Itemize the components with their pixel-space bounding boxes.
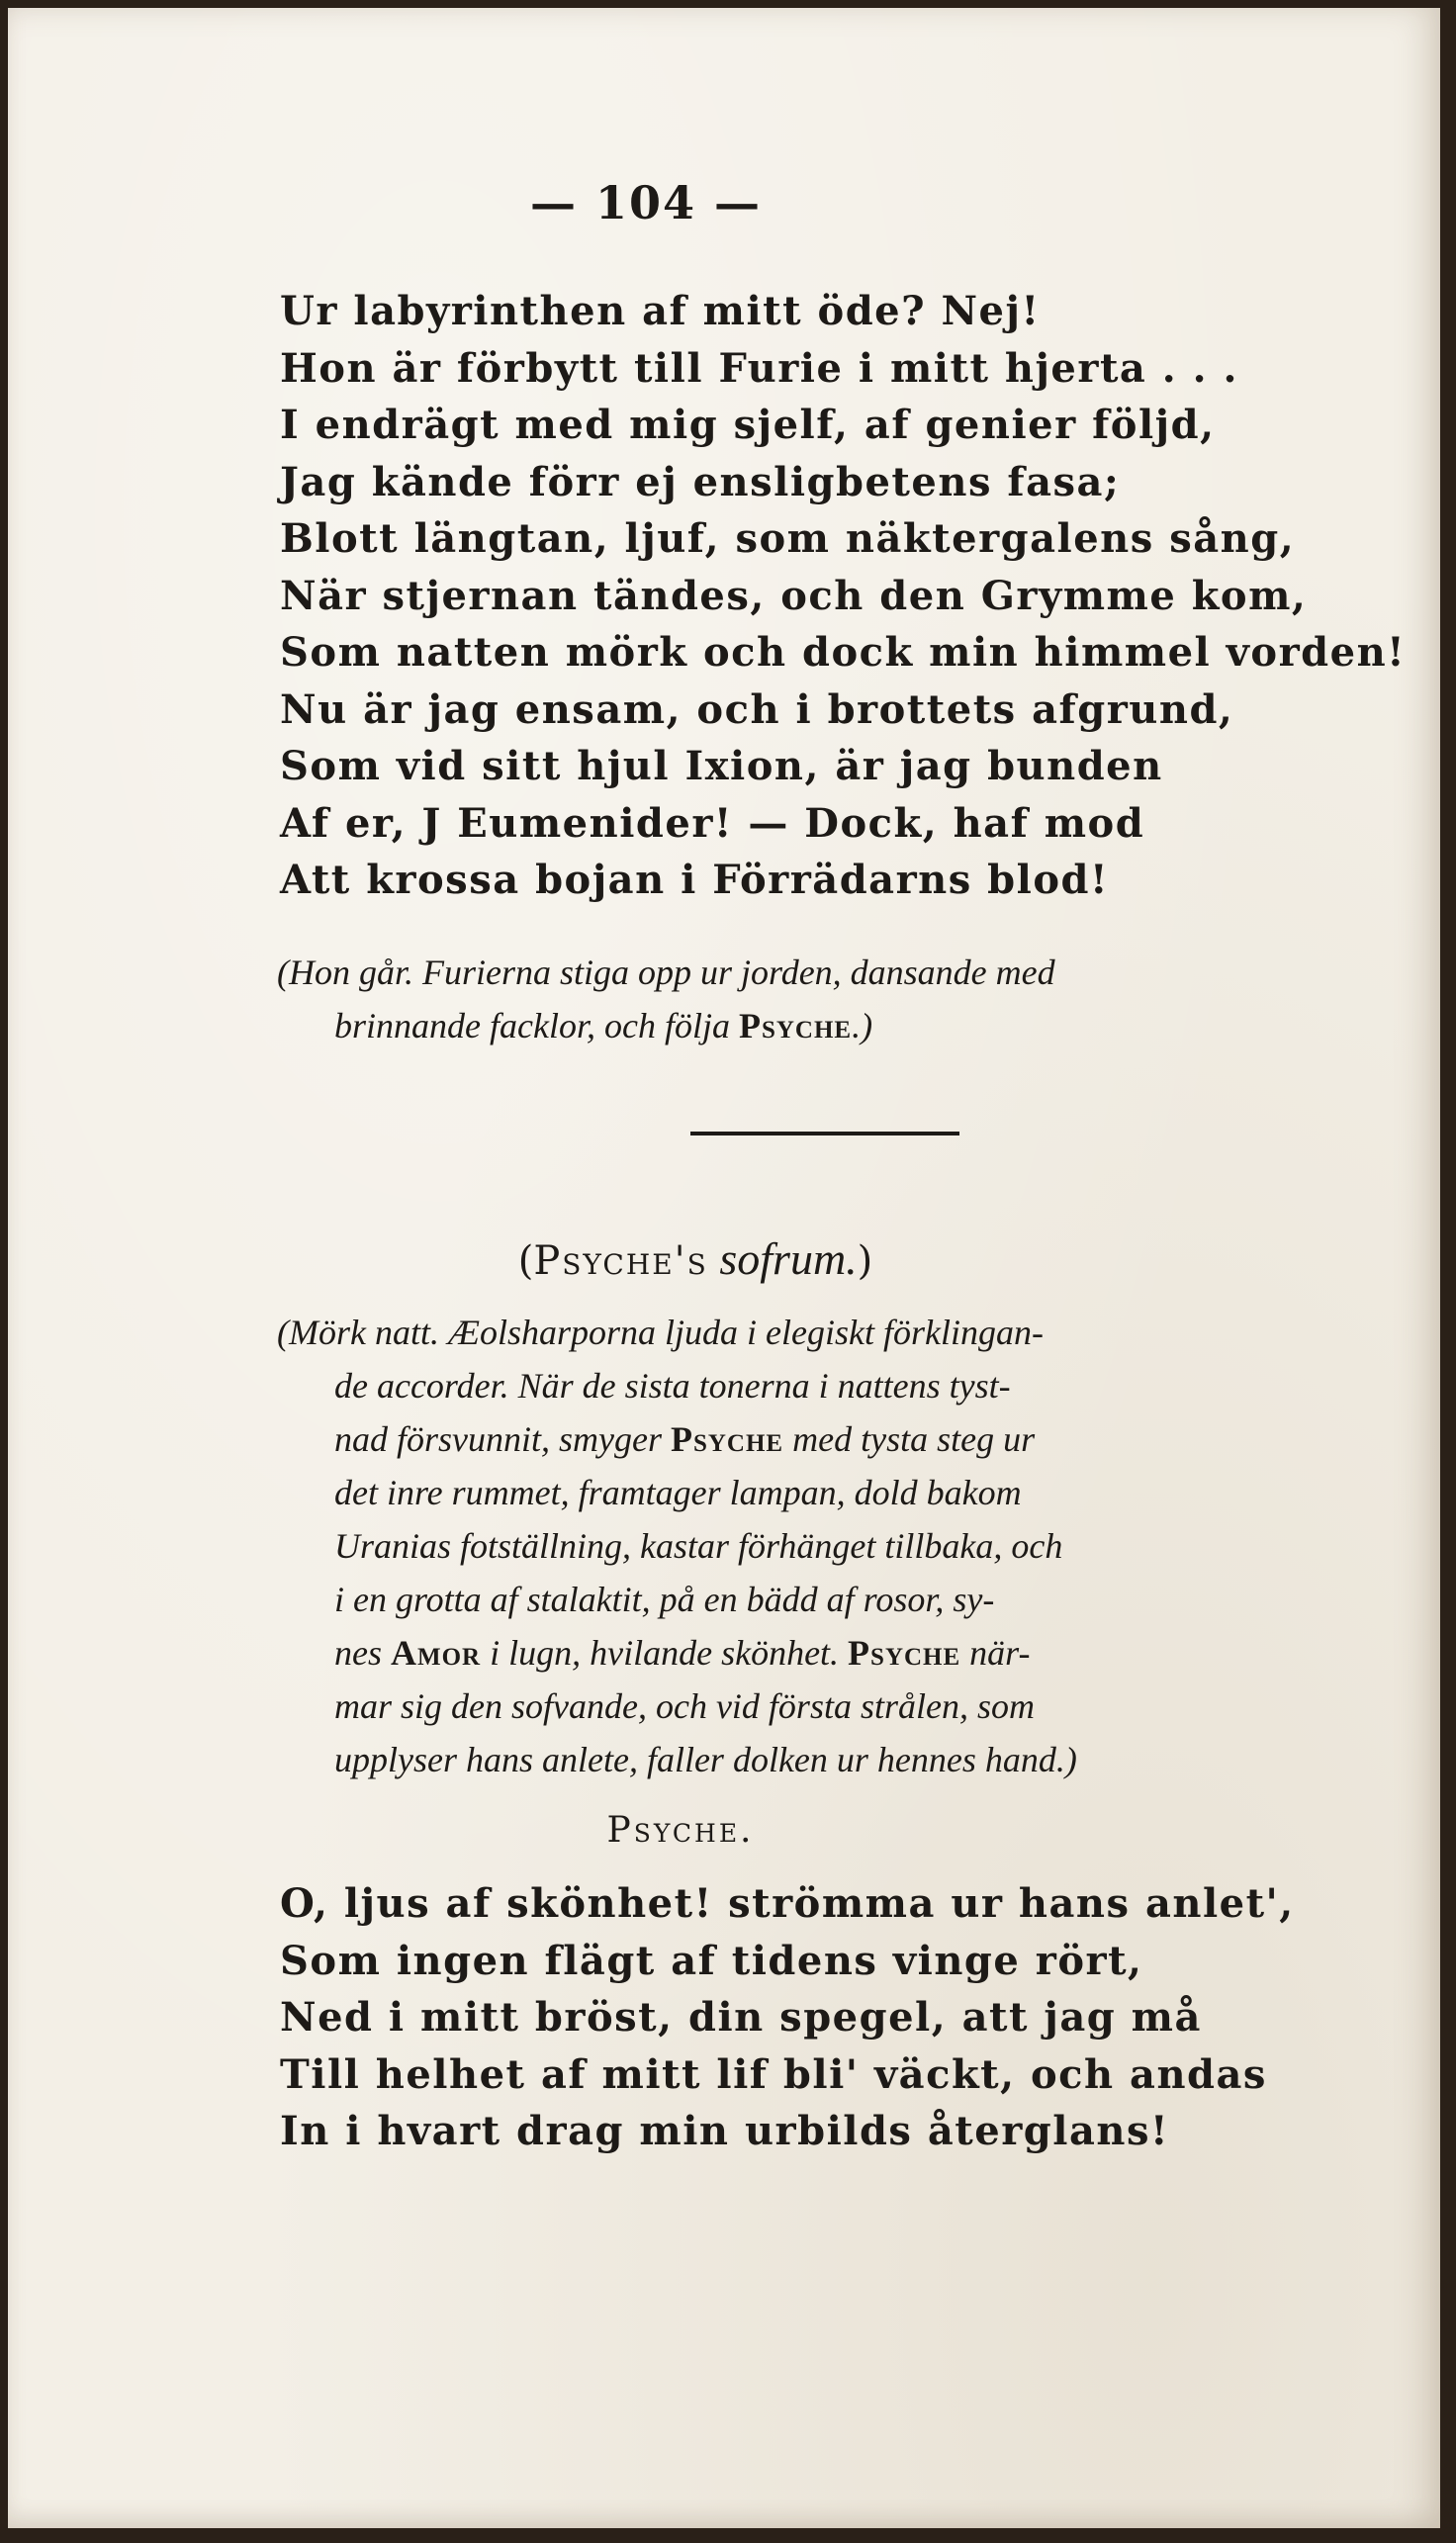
book-page <box>8 8 1440 2528</box>
verse-line: Jag kände förr ej ensligbetens fasa; <box>280 458 1121 505</box>
verse-line: Af er, J Eumenider! — Dock, haf mod <box>280 799 1145 847</box>
verse-line: Som ingen flägt af tidens vinge rört, <box>280 1937 1143 1984</box>
verse-line: In i hvart drag min urbilds återglans! <box>280 2108 1170 2154</box>
verse-line: Ned i mitt bröst, din spegel, att jag må <box>280 1994 1202 2041</box>
direction-text: med tysta steg ur <box>783 1419 1036 1459</box>
direction-line: det inre rummet, framtager lampan, dold bakom <box>334 1473 1022 1512</box>
scene-heading <box>8 1231 1383 1289</box>
direction-line: upplyser hans anlete, faller dolken ur hennes hand.) <box>334 1740 1077 1779</box>
scene-open: ( <box>517 1238 534 1284</box>
character-name: Psyche's <box>533 1238 708 1284</box>
direction-text: nes <box>334 1633 391 1673</box>
verse-line: Som natten mörk och dock min himmel vorden! <box>280 629 1407 676</box>
page-number: — 104 — <box>529 176 763 229</box>
verse-stanza-1 <box>280 283 1406 909</box>
character-name: Psyche <box>738 1006 853 1045</box>
direction-line <box>277 1626 1385 1680</box>
verse-line: Nu är jag ensam, och i brottets afgrund, <box>280 685 1234 733</box>
direction-text: nad försvunnit, smyger <box>334 1419 671 1459</box>
direction-text: brinnande facklor, och följa <box>334 1006 739 1045</box>
direction-line: Uranias fotställning, kastar förhänget tillbaka, och <box>334 1526 1063 1566</box>
direction-text: i lugn, hvilande skönhet. <box>481 1633 849 1673</box>
direction-line <box>277 999 1385 1052</box>
verse-line: Att krossa bojan i Förrädarns blod! <box>280 857 1110 903</box>
verse-line: Blott längtan, ljuf, som näktergalens sång, <box>280 515 1296 562</box>
character-name: Amor <box>391 1633 482 1673</box>
verse-line: I endrägt med mig sjelf, af genier följd, <box>280 402 1216 448</box>
scene-close: ) <box>857 1238 873 1284</box>
direction-line: (Hon går. Furierna stiga opp ur jorden, dansande med <box>277 953 1055 992</box>
direction-text: när- <box>960 1633 1031 1673</box>
stage-direction-1 <box>277 946 1385 1052</box>
character-name: Psyche <box>670 1419 784 1459</box>
verse-line: Ur labyrinthen af mitt öde? Nej! <box>280 288 1041 334</box>
character-name: Psyche <box>848 1633 961 1673</box>
stage-direction-2 <box>277 1306 1385 1786</box>
direction-line: (Mörk natt. Æolsharporna ljuda i elegiskt förklingan- <box>277 1313 1044 1352</box>
direction-line: de accorder. När de sista tonerna i nattens tyst- <box>334 1366 1011 1406</box>
scene-place: sofrum. <box>707 1233 858 1284</box>
direction-text: .) <box>852 1006 873 1045</box>
direction-line: mar sig den sofvande, och vid första strålen, som <box>334 1686 1035 1726</box>
speaker-name: Psyche. <box>606 1810 755 1851</box>
verse-line: När stjernan tändes, och den Grymme kom, <box>280 572 1308 619</box>
verse-line: Hon är förbytt till Furie i mitt hjerta . . . <box>280 344 1238 392</box>
section-divider <box>690 1132 959 1135</box>
verse-line: Till helhet af mitt lif bli' väckt, och andas <box>280 2050 1267 2098</box>
direction-line: i en grotta af stalaktit, på en bädd af rosor, sy- <box>334 1580 995 1619</box>
direction-line <box>277 1412 1385 1466</box>
verse-stanza-2 <box>280 1875 1295 2160</box>
verse-line: Som vid sitt hjul Ixion, är jag bunden <box>280 743 1163 789</box>
verse-line: O, ljus af skönhet! strömma ur hans anlet', <box>280 1880 1295 1927</box>
